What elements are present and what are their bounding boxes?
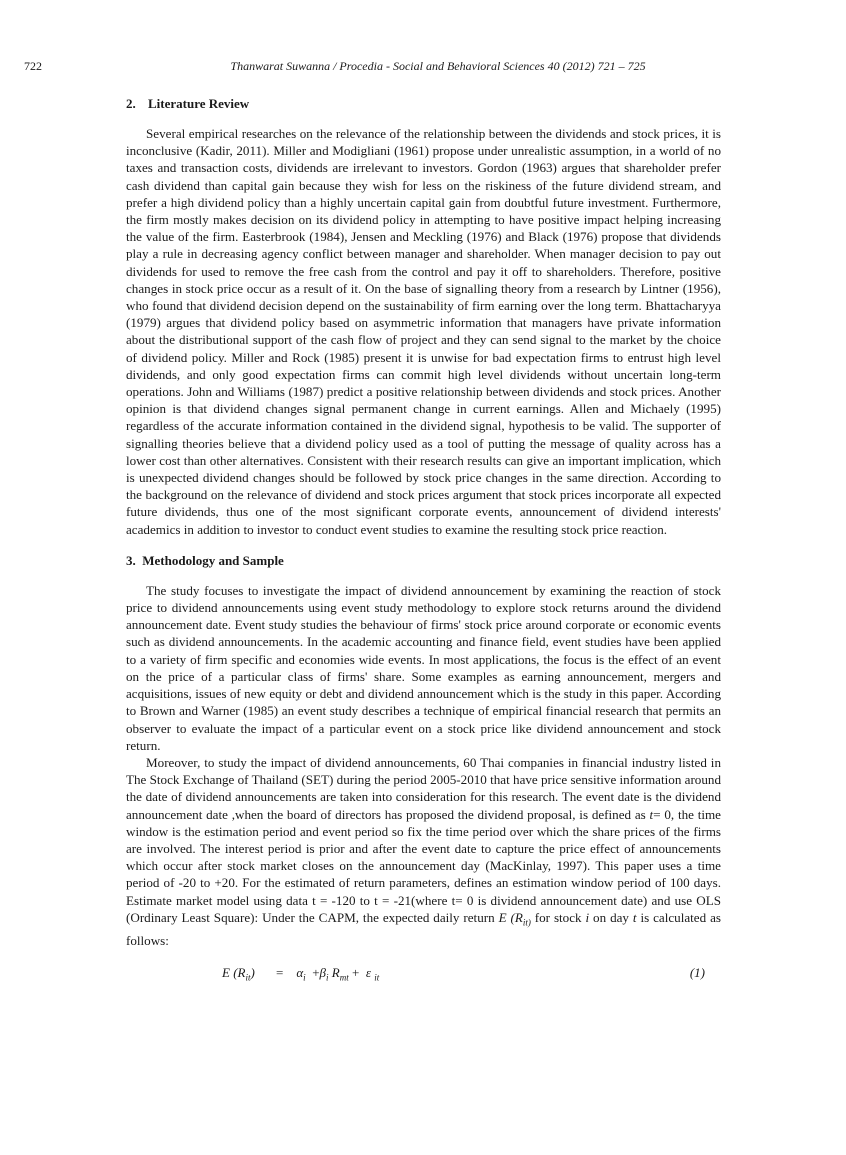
methodology-paragraph-1: The study focuses to investigate the impact of dividend announcement by examining the reaction of stock price to dividend announcements using event study methodology to explore stock returns around the dividend announcement date. Event study studies the behaviour of firms' stock price around corporate or economic events such as dividend announcements. In the academic accounting and finance field, event studies have been applied to a variety of firm specific and economies wide events. In most applications, the focus is the effect of an event on the price of a particular class of firms' share. Some examples as earning announcement, mergers and acquisitions, issues of new equity or debt and dividend announcement which is the study in this paper. According to Brown and Warner (1985) an event study describes a technique of empirical financial research that permits an observer to evaluate the impact of a particular event on a stock price like dividend announcement and stock return. bbox=[126, 582, 721, 753]
text-run: Moreover, to study the impact of dividend announcements, 60 Thai companies in financial industry listed in The Stock Exchange of Thailand (SET) during the period 2005-2010 that have price sensitive information around the date of dividend announcements are taken into consideration for this research. The event date is the dividend announcement date ,when the board of directors has proposed the dividend proposal, is defined as bbox=[126, 754, 721, 822]
subscript: it) bbox=[522, 917, 531, 928]
eq-term: α bbox=[296, 964, 304, 980]
subscript: it bbox=[245, 972, 251, 983]
eq-operator: = bbox=[276, 964, 284, 980]
page-number: 722 bbox=[24, 59, 42, 73]
equation-number: (1) bbox=[689, 964, 705, 980]
eq-term: R bbox=[331, 964, 340, 980]
subscript: it bbox=[374, 972, 380, 983]
variable-t: t bbox=[632, 909, 637, 925]
eq-term: E (R bbox=[222, 964, 246, 980]
variable-i: i bbox=[585, 909, 590, 925]
section-heading-literature-review bbox=[126, 96, 721, 112]
section-title: Methodology and Sample bbox=[142, 552, 284, 568]
eq-operator: + bbox=[312, 964, 320, 980]
subscript: i bbox=[303, 972, 306, 983]
equation-rhs bbox=[276, 965, 379, 983]
text-run: on day bbox=[589, 909, 633, 925]
equation-lhs bbox=[222, 965, 255, 983]
text-run: is calculated as follows: bbox=[126, 909, 721, 948]
section-number: 2. bbox=[126, 96, 136, 111]
eq-operator: + bbox=[351, 964, 360, 980]
literature-review-paragraph: Several empirical researches on the relevance of the relationship between the dividends and stock prices, it is inconclusive (Kadir, 2011). Miller and Modigliani (1961) propose under unrealistic assumption, in a world of no taxes and transaction costs, dividends are irrelevant to investors. Gordon (1963) argues that shareholder prefer cash dividend than capital gain because they wish for less on the riskiness of the future dividend stream, and prefer a high dividend policy than a highly uncertain capital gain from doubtful future investment. Furthermore, the firm mostly makes decision on its dividend policy in attempting to have positive impact helping increasing the value of the firm. Easterbrook (1984), Jensen and Meckling (1976) and Black (1976) propose that dividends play a rule in decreasing agency conflict between manager and shareholder. When manager decision to pay out dividends for used to remove the free cash from the control and pay it off to shareholders. Therefore, positive changes in stock price occur as a result of it. On the base of signalling theory from a research by Lintner (1956), who found that dividend decision depend on the sustainability of firm earning over the long term. Bhattacharyya (1979) argues that dividend policy based on asymmetric information that managers have private information about the distributional support of the cash flow of project and they can send signal to the market by the choice of dividend policy. Miller and Rock (1985) present it is unwise for bad expectation firms to entrust high level dividends, and only good expectation firms can commit high level dividends without uncertain long-term operations. John and Williams (1987) predict a positive relationship between dividends and stock prices. Another opinion is that dividend changes signal permanent change in current earnings. Allen and Michaely (1995) regardless of the accurate information contained in the dividend signal, hypothesis to be valid. The supporter of signalling theories believe that a dividend policy used as a tool of putting the message of quality across has a lower cost than other alternatives. Consistent with their research results can give an important implication, which is unexpected dividend changes should be followed by stock price changes in the same direction. According to the background on the relevance of dividend and stock prices argument that stock prices incorporate all expected future dividends, thus one of the most significant corporate events, announcement of dividend interests' academics in addition to investor to conduct event studies to examine the resulting stock price reaction. bbox=[126, 126, 721, 537]
section-title: Literature Review bbox=[148, 96, 250, 111]
subscript: i bbox=[326, 972, 329, 983]
expected-return-symbol: E (R bbox=[498, 909, 523, 925]
section-number: 3. bbox=[126, 552, 136, 568]
subscript: mt bbox=[339, 972, 349, 983]
text-run: for stock bbox=[530, 909, 586, 925]
eq-term: β bbox=[319, 964, 327, 980]
methodology-paragraph-2 bbox=[126, 754, 721, 949]
eq-term: ε bbox=[365, 964, 371, 980]
text-run: = 0, the time window is the estimation period and event period so fix the time period over which the share prices of the firms are involved. The interest period is prior and after the event date to capture the price effect of announcements which occur after stock market closes on the announcement day (MacKinlay, 1997). This paper uses a time period of -20 to +20. For the estimated of return parameters, defines an estimation window period of 100 days. Estimate market model using data t = -120 to t = -21(where t= 0 is dividend announcement date) and use OLS (Ordinary Least Square): Under the CAPM, the expected daily return bbox=[126, 806, 721, 925]
section-heading-methodology bbox=[126, 553, 721, 569]
article-body bbox=[126, 96, 721, 985]
running-head: Thanwarat Suwanna / Procedia - Social and Behavioral Sciences 40 (2012) 721 – 725 bbox=[230, 59, 646, 73]
equation-1 bbox=[126, 965, 721, 985]
eq-term: ) bbox=[250, 964, 255, 980]
variable-t: t bbox=[649, 806, 654, 822]
